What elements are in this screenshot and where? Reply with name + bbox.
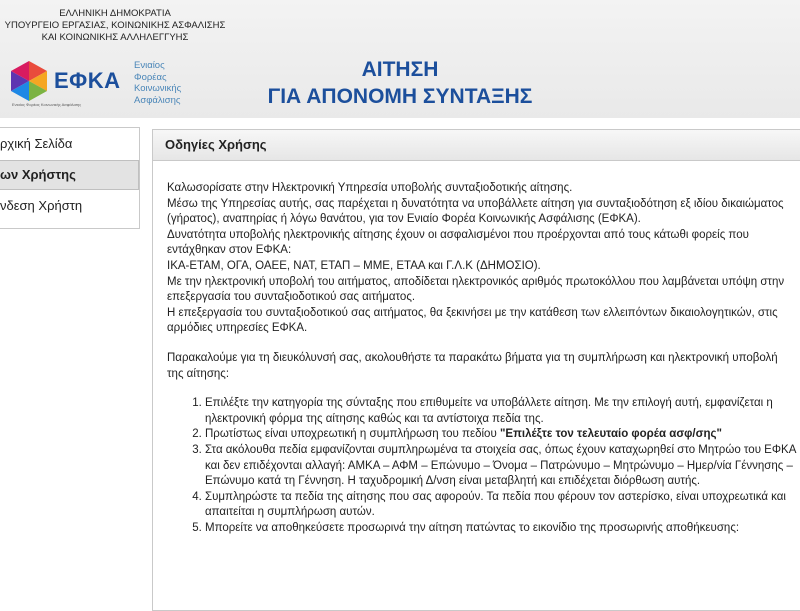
- step-item: 5. Μπορείτε να αποθηκεύσετε προσωρινά την αίτηση πατώντας το εικονίδιο της προσωρινής αποθήκευσης:: [205, 521, 797, 537]
- logo-desc-line: Κοινωνικής: [134, 83, 182, 94]
- panel-heading: Οδηγίες Χρήσης: [153, 130, 800, 161]
- ministry-line: ΚΑΙ ΚΟΙΝΩΝΙΚΗΣ ΑΛΛΗΛΕΓΓΥΗΣ: [41, 32, 189, 43]
- logo-description: [134, 60, 181, 106]
- logo-desc-line: Φορέας: [134, 71, 167, 83]
- paragraph: ΙΚΑ-ΕΤΑΜ, ΟΓΑ, ΟΑΕΕ, ΝΑΤ, ΕΤΑΠ – ΜΜΕ, ΕΤΑΑ και Γ.Λ.Κ (ΔΗΜΟΣΙΟ).: [167, 259, 541, 272]
- title-line: ΑΙΤΗΣΗ: [361, 58, 439, 81]
- instructions-content: [153, 161, 797, 536]
- paragraph: Καλωσορίσατε στην Ηλεκτρονική Υπηρεσία υποβολής συνταξιοδοτικής αίτησης.: [167, 182, 573, 194]
- title-line: ΓΙΑ ΑΠΟΝΟΜΗ ΣΥΝΤΑΞΗΣ: [267, 85, 533, 108]
- page-header: [0, 0, 800, 118]
- logo-text: ΕΦΚΑ: [54, 68, 121, 93]
- step-text: Πρωτίστως είναι υποχρεωτική η συμπλήρωση του πεδίου: [205, 428, 500, 441]
- logo-desc-line: Ενιαίος: [134, 60, 165, 71]
- ministry-line: ΕΛΛΗΝΙΚΗ ΔΗΜΟΚΡΑΤΙΑ: [59, 8, 171, 19]
- main-panel: [152, 129, 800, 611]
- efka-hexagon-icon: [10, 60, 48, 102]
- sidebar-menu: [0, 127, 140, 229]
- sidebar-item-login[interactable]: νδεση Χρήστη: [0, 198, 83, 213]
- sidebar-item-home[interactable]: ρχική Σελίδα: [0, 136, 73, 151]
- step-field-name: "Επιλέξτε τον τελευταίο φορέα ασφ/σης": [499, 428, 722, 441]
- logo-small-text: Ενιαίος Φορέας Κοινωνικής Ασφάλισης: [12, 102, 82, 107]
- steps-intro: Παρακαλούμε για τη διευκόλυνσή σας, ακολουθήστε τα παρακάτω βήματα για τη συμπλήρωση και ηλεκτρονική υποβολή της αίτησης:: [167, 351, 778, 380]
- paragraph: Η επεξεργασία του συνταξιοδοτικού σας αιτήματος, θα ξεκινήσει με την κατάθεση των ελλειπόντων δικαιολογητικών, στις αρμόδιες υπηρεσίες ΕΦΚΑ.: [167, 306, 778, 335]
- page-title: [240, 56, 560, 110]
- step-item: 3. Στα ακόλουθα πεδία εμφανίζονται συμπληρωμένα τα στοιχεία σας, όπως έχουν καταχωρηθεί στο Μητρώο του ΕΦΚΑ και δεν επιδέχονται αλλαγή: ΑΜΚΑ – ΑΦΜ – Επώνυμο – Όνομα – Πατρώνυμο – Μητρώνυμο – Ημερ/νία Γέννησης – Επώνυμο κατά τη Γέννηση. Η ταχυδρομική Δ/νση είναι μεταβλητή και επιδέχεται διόρθωση αυτής.: [205, 443, 797, 490]
- step-item: [205, 427, 797, 443]
- sidebar-item-user-guide[interactable]: ων Χρήστης: [0, 160, 139, 190]
- paragraph: Δυνατότητα υποβολής ηλεκτρονικής αίτησης έχουν οι ασφαλισμένοι που προέρχονται από τους κάτωθι φορείς που εντάχθηκαν στον ΕΦΚΑ:: [167, 228, 749, 257]
- paragraph: Με την ηλεκτρονική υποβολή του αιτήματος, αποδίδεται ηλεκτρονικός αριθμός πρωτοκόλλου που λαμβάνεται υπόψη στην επεξεργασία του συνταξιοδοτικού σας αιτήματος.: [167, 275, 785, 304]
- steps-list: [167, 396, 797, 536]
- step-item: 1. Επιλέξτε την κατηγορία της σύνταξης που επιθυμείτε να υποβάλλετε αίτηση. Με την επιλογή αυτή, εμφανίζεται η ηλεκτρονική φόρμα της αίτησης καθώς και τα αντίστοιχα πεδία της.: [205, 396, 797, 427]
- paragraph: Μέσω της Υπηρεσίας αυτής, σας παρέχεται η δυνατότητα να υποβάλλετε αίτηση για συνταξιοδότηση εξ ιδίου δικαιώματος (γήρατος), αναπηρίας ή λόγω θανάτου, για τον Ενιαίο Φορέα Κοινωνικής Ασφάλισης (ΕΦΚΑ).: [167, 197, 784, 226]
- ministry-line: ΥΠΟΥΡΓΕΙΟ ΕΡΓΑΣΙΑΣ, ΚΟΙΝΩΝΙΚΗΣ ΑΣΦΑΛΙΣΗΣ: [4, 20, 226, 31]
- step-item: 4. Συμπληρώστε τα πεδία της αίτησης που σας αφορούν. Τα πεδία που φέρουν τον αστερίσκο, είναι υποχρεωτικά και απαιτείται η συμπλήρωση αυτών.: [205, 490, 797, 521]
- ministry-name: [0, 8, 230, 44]
- logo-desc-line: Ασφάλισης: [134, 94, 181, 106]
- efka-logo[interactable]: [10, 60, 200, 110]
